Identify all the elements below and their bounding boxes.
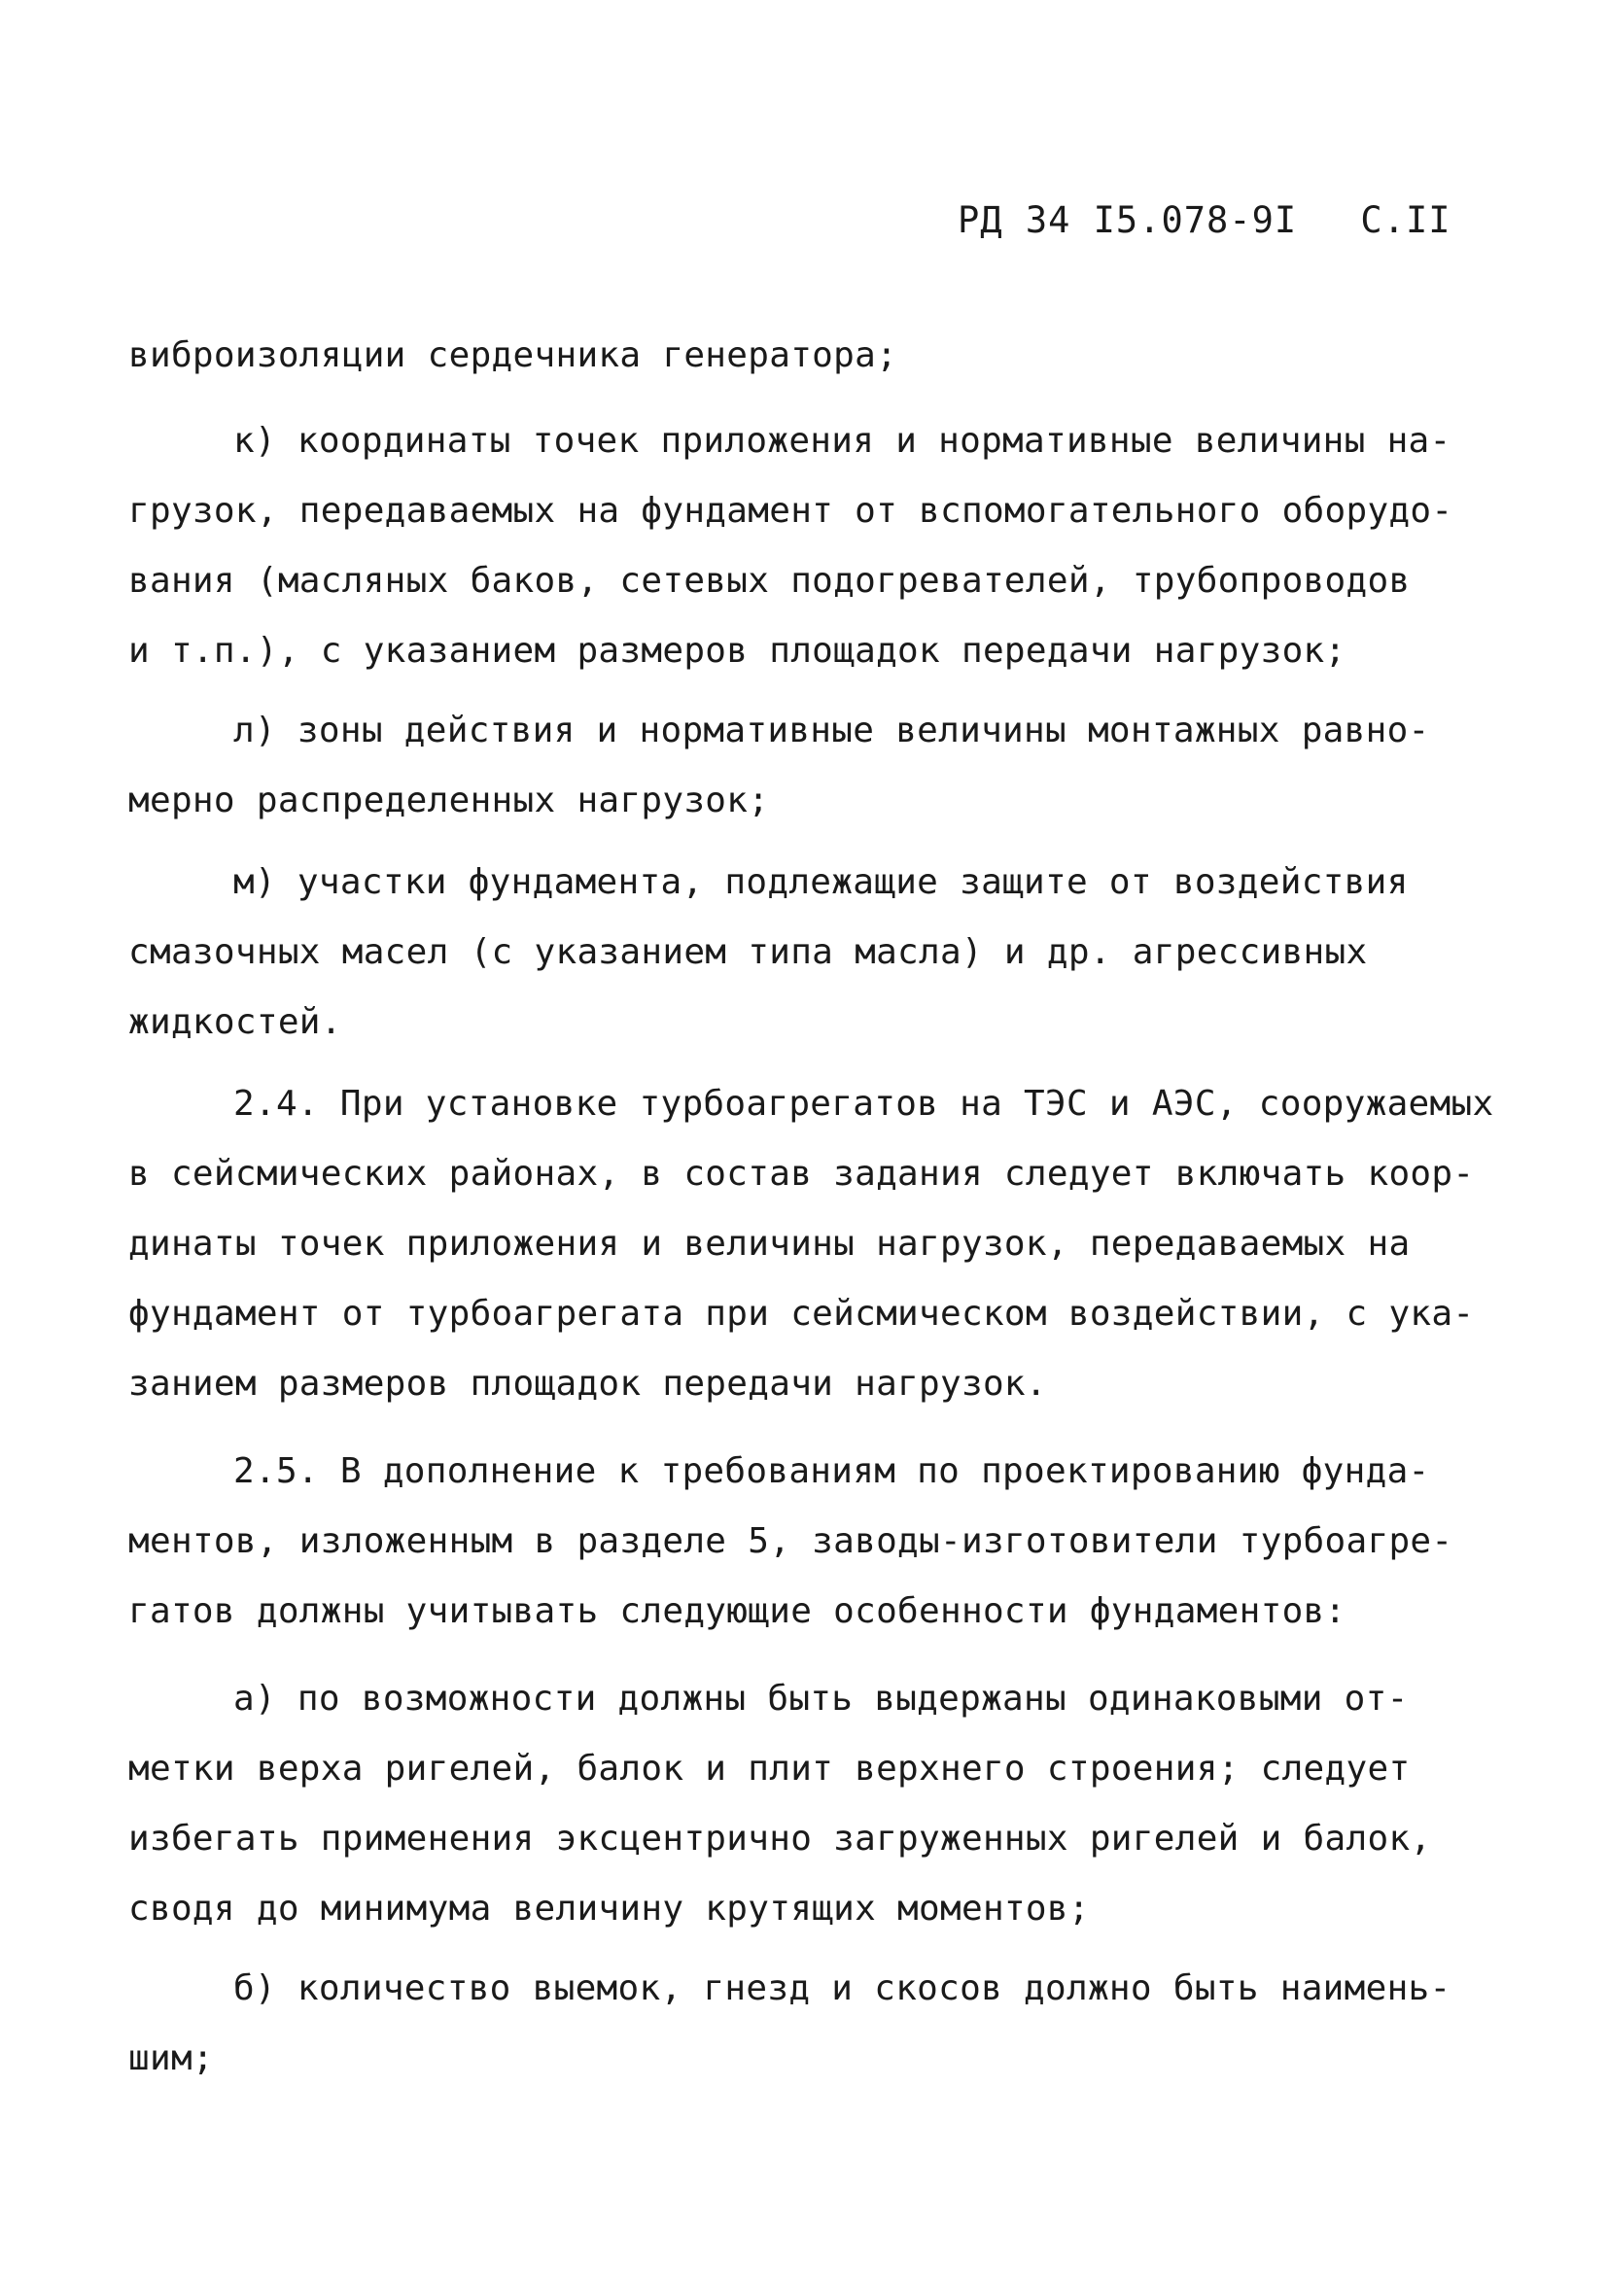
text-line: мерно распределенных нагрузок; bbox=[128, 781, 770, 820]
paragraph-item-a bbox=[128, 1664, 1509, 1944]
text-line: шим; bbox=[128, 2038, 214, 2078]
page-number: С.II bbox=[1360, 199, 1451, 241]
text-line: а) по возможности должны быть выдержаны одинаковыми от- bbox=[233, 1679, 1409, 1719]
paragraph-continuation bbox=[128, 321, 1509, 391]
text-line: метки верха ригелей, балок и плит верхнего строения; следует bbox=[128, 1749, 1411, 1789]
text-line: 2.4. При установке турбоагрегатов на ТЭС и АЭС, сооружаемых bbox=[233, 1084, 1494, 1124]
paragraph-item-m bbox=[128, 848, 1509, 1058]
paragraph-item-l bbox=[128, 696, 1509, 836]
text-line: грузок, передаваемых на фундамент от вспомогательного оборудо- bbox=[128, 491, 1453, 531]
text-line: гатов должны учитывать следующие особенности фундаментов: bbox=[128, 1591, 1346, 1631]
text-line: м) участки фундамента, подлежащие защите от воздействия bbox=[233, 862, 1409, 902]
text-line: фундамент от турбоагрегата при сейсмическом воздействии, с ука- bbox=[128, 1294, 1475, 1334]
text-line: жидкостей. bbox=[128, 1002, 342, 1042]
text-line: динаты точек приложения и величины нагрузок, передаваемых на bbox=[128, 1224, 1411, 1264]
text-line: б) количество выемок, гнезд и скосов должно быть наимень- bbox=[233, 1968, 1451, 2008]
text-line: избегать применения эксцентрично загруженных ригелей и балок, bbox=[128, 1819, 1432, 1859]
paragraph-item-k bbox=[128, 406, 1509, 686]
text-line: и т.п.), с указанием размеров площадок передачи нагрузок; bbox=[128, 631, 1346, 671]
paragraph-clause-2-4 bbox=[128, 1069, 1509, 1419]
text-line: виброизоляции сердечника генератора; bbox=[128, 335, 898, 375]
page-header bbox=[958, 199, 1451, 241]
text-line: ментов, изложенным в разделе 5, заводы-изготовители турбоагре- bbox=[128, 1521, 1453, 1561]
text-line: вания (масляных баков, сетевых подогревателей, трубопроводов bbox=[128, 561, 1411, 601]
text-line: сводя до минимума величину крутящих моментов; bbox=[128, 1889, 1090, 1929]
text-line: в сейсмических районах, в состав задания следует включать коор- bbox=[128, 1154, 1475, 1194]
text-line: смазочных масел (с указанием типа масла) и др. агрессивных bbox=[128, 932, 1368, 972]
paragraph-item-b bbox=[128, 1954, 1509, 2094]
document-code: РД 34 I5.078-9I bbox=[958, 199, 1298, 241]
text-line: 2.5. В дополнение к требованиям по проектированию фунда- bbox=[233, 1451, 1430, 1491]
text-line: к) координаты точек приложения и нормативные величины на- bbox=[233, 421, 1451, 461]
paragraph-clause-2-5 bbox=[128, 1437, 1509, 1647]
text-line: л) зоны действия и нормативные величины монтажных равно- bbox=[233, 711, 1430, 750]
text-line: занием размеров площадок передачи нагрузок. bbox=[128, 1364, 1047, 1404]
